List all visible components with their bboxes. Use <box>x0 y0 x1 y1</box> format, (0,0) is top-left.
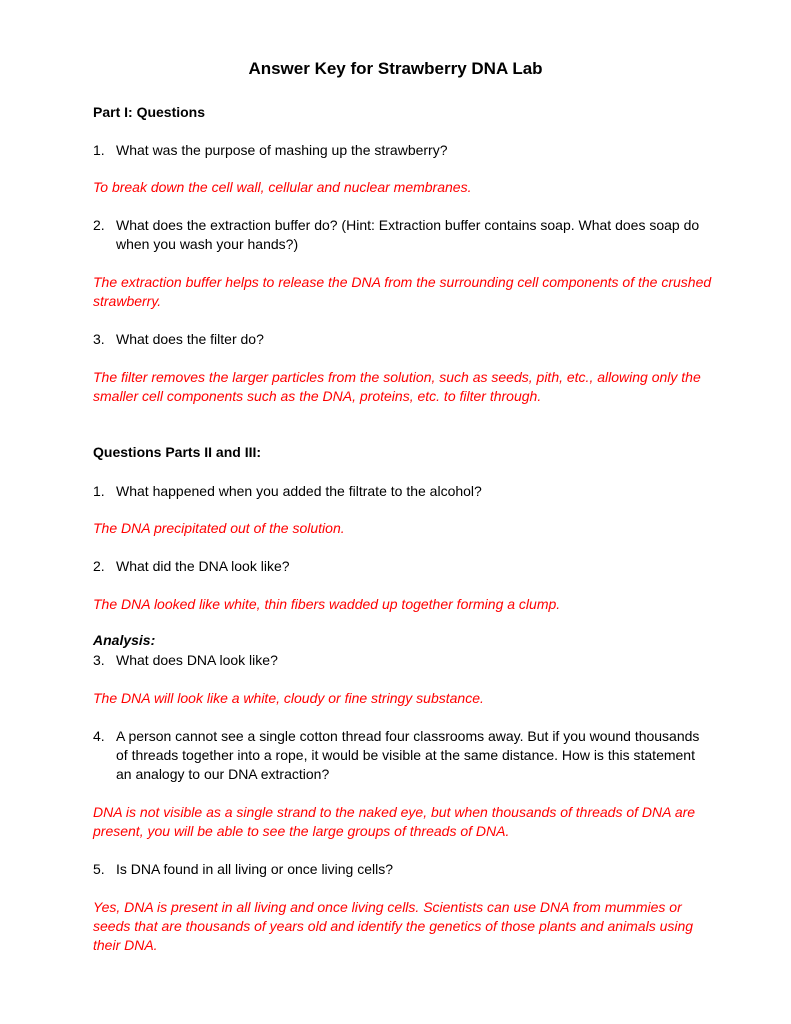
question-number: 2. <box>93 558 105 574</box>
part1-question-3 <box>93 330 713 349</box>
question-number: 3. <box>93 331 105 347</box>
part1-question-1 <box>93 141 713 160</box>
part2-answer-1: The DNA precipitated out of the solution. <box>93 520 345 536</box>
question-number: 4. <box>93 728 105 744</box>
question-number: 5. <box>93 861 105 877</box>
analysis-question-4 <box>93 727 713 784</box>
question-text: What does the filter do? <box>116 331 264 347</box>
question-text: What was the purpose of mashing up the strawberry? <box>116 142 448 158</box>
part1-answer-2: The extraction buffer helps to release the DNA from the surrounding cell components of the crushed strawberry. <box>93 274 712 309</box>
question-number: 1. <box>93 142 105 158</box>
part2-answer-2: The DNA looked like white, thin fibers wadded up together forming a clump. <box>93 596 561 612</box>
analysis-question-5 <box>93 860 713 879</box>
question-text: A person cannot see a single cotton thread four classrooms away. But if you wound thousands of threads together into a rope, it would be visible at the same distance. How is this statement an analogy to our DNA extraction? <box>116 728 700 782</box>
analysis-answer-5: Yes, DNA is present in all living and once living cells. Scientists can use DNA from mummies or seeds that are thousands of years old and identify the genetics of those plants and animals using their DNA. <box>93 899 694 953</box>
question-number: 1. <box>93 483 105 499</box>
question-number: 2. <box>93 217 105 233</box>
question-text: Is DNA found in all living or once living cells? <box>116 861 394 877</box>
analysis-heading: Analysis: <box>93 632 156 648</box>
part1-question-2 <box>93 216 713 254</box>
analysis-answer-3: The DNA will look like a white, cloudy or fine stringy substance. <box>93 690 484 706</box>
analysis-question-3 <box>93 651 713 670</box>
question-text: What did the DNA look like? <box>116 558 290 574</box>
question-text: What does the extraction buffer do? (Hint: Extraction buffer contains soap. What does soap do when you wash your hands?) <box>116 217 700 252</box>
question-text: What happened when you added the filtrate to the alcohol? <box>116 483 482 499</box>
analysis-answer-4: DNA is not visible as a single strand to the naked eye, but when thousands of threads of DNA are present, you will be able to see the large groups of threads of DNA. <box>93 804 696 839</box>
part1-answer-3: The filter removes the larger particles from the solution, such as seeds, pith, etc., allowing only the smaller cell components such as the DNA, proteins, etc. to filter through. <box>93 369 701 404</box>
part1-heading: Part I: Questions <box>93 104 206 120</box>
part1-answer-1: To break down the cell wall, cellular and nuclear membranes. <box>93 179 472 195</box>
document-title: Answer Key for Strawberry DNA Lab <box>248 59 543 78</box>
question-text: What does DNA look like? <box>116 652 278 668</box>
question-number: 3. <box>93 652 105 668</box>
part2-heading: Questions Parts II and III: <box>93 444 262 460</box>
part2-question-1 <box>93 482 713 501</box>
part2-question-2 <box>93 557 713 576</box>
